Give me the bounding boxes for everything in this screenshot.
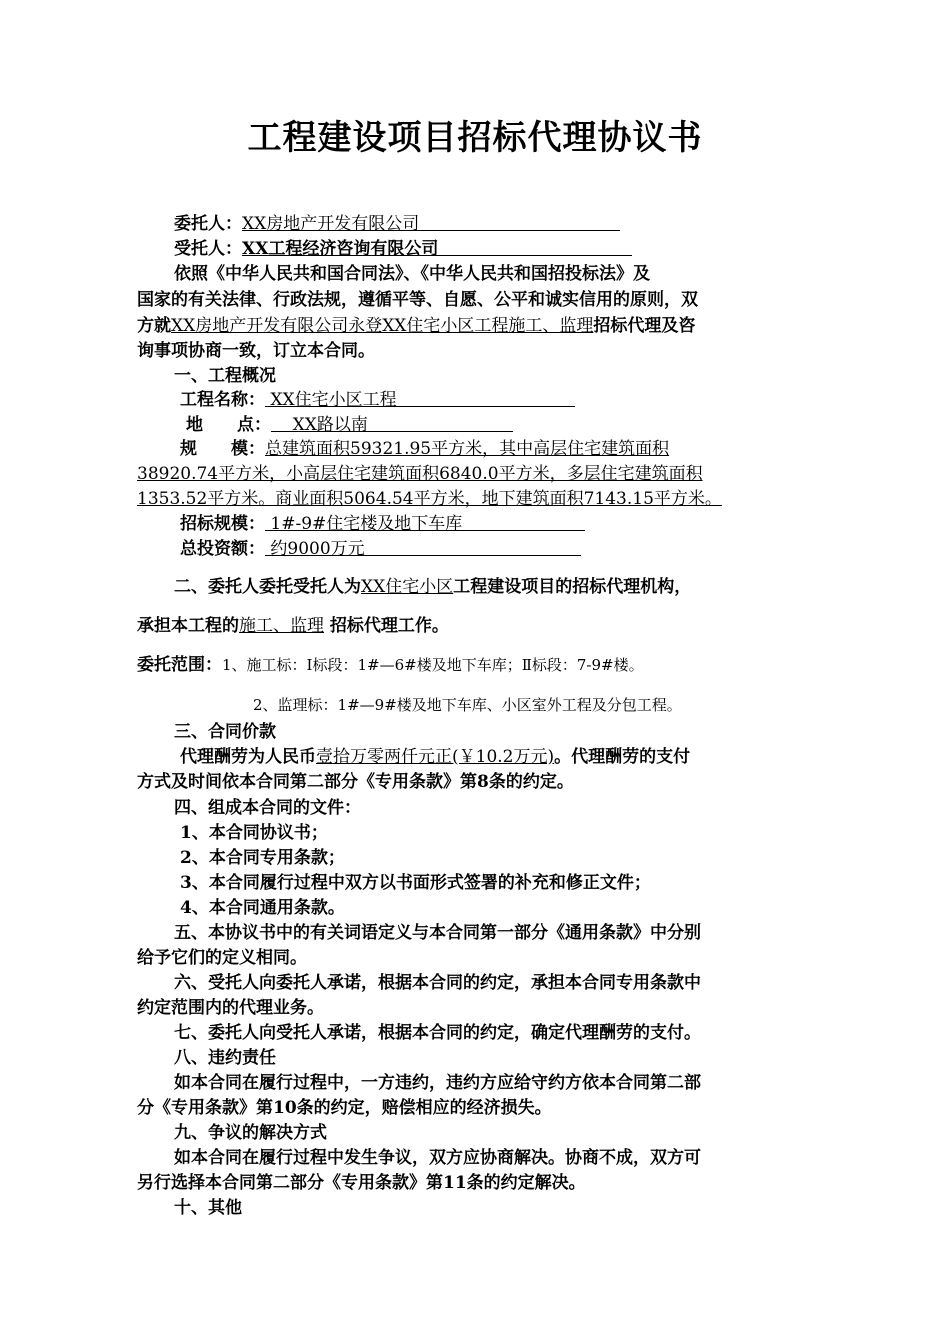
investment-label: 总投资额： bbox=[180, 539, 265, 559]
section-2-text-d: 承担本工程的 bbox=[137, 616, 239, 636]
client-label: 委托人： bbox=[174, 214, 242, 234]
document-title: 工程建设项目招标代理协议书 bbox=[247, 118, 703, 158]
project-name-line bbox=[180, 388, 575, 412]
section-3-heading: 三、合同价款 bbox=[174, 722, 276, 742]
section-5-line-2: 给予它们的定义相同。 bbox=[137, 948, 307, 968]
section-7-line-1: 七、委托人向受托人承诺，根据本合同的约定，确定代理酬劳的支付。 bbox=[174, 1023, 701, 1043]
section-9-line-1: 如本合同在履行过程中发生争议，双方应协商解决。协商不成，双方可 bbox=[174, 1148, 701, 1168]
fee-text-c: 。代理酬劳的支付 bbox=[554, 747, 691, 767]
client-value: XX房地产开发有限公司 bbox=[242, 214, 420, 234]
project-scope-text: XX房地产开发有限公司永登XX住宅小区工程施工、监理 bbox=[171, 316, 594, 336]
section-6-line-2: 约定范围内的代理业务。 bbox=[137, 998, 324, 1018]
investment-line bbox=[180, 537, 581, 561]
location-value: XX路以南 bbox=[292, 415, 368, 435]
agent-value: XX工程经济咨询有限公司 bbox=[242, 239, 439, 259]
scale-text-1: 总建筑面积59321.95平方米，其中高层住宅建筑面积 bbox=[265, 439, 670, 459]
fee-text-a: 代理酬劳为人民币 bbox=[180, 747, 316, 767]
section-4-heading: 四、组成本合同的文件： bbox=[174, 798, 361, 818]
intro-line-2: 国家的有关法律、行政法规，遵循平等、自愿、公平和诚实信用的原则，双 bbox=[137, 290, 698, 310]
section-2-text-a: 二、委托人委托受托人为 bbox=[174, 577, 361, 597]
intro-line-4: 询事项协商一致，订立本合同。 bbox=[137, 341, 375, 361]
agent-line bbox=[174, 237, 632, 261]
bid-scale-value: 1#-9#住宅楼及地下车库 bbox=[270, 514, 463, 534]
section-6-line-1: 六、受托人向委托人承诺，根据本合同的约定，承担本合同专用条款中 bbox=[174, 973, 701, 993]
project-name-value: XX住宅小区工程 bbox=[270, 390, 397, 410]
intro-line-1: 依照《中华人民共和国合同法》、《中华人民共和国招投标法》及 bbox=[174, 264, 650, 284]
section-5-line-1: 五、本协议书中的有关词语定义与本合同第一部分《通用条款》中分别 bbox=[174, 923, 701, 943]
section-9-line-2: 另行选择本合同第二部分《专用条款》第11条的约定解决。 bbox=[137, 1173, 586, 1193]
section-9-heading: 九、争议的解决方式 bbox=[174, 1123, 327, 1143]
scope-line-1 bbox=[137, 653, 644, 677]
scale-label: 规 模： bbox=[180, 439, 265, 459]
bid-scale-line bbox=[180, 512, 585, 536]
document-item-1: 1、本合同协议书； bbox=[180, 823, 328, 843]
intro-line-3 bbox=[137, 314, 695, 338]
section-2-line-2 bbox=[137, 614, 449, 638]
section-10-heading: 十、其他 bbox=[174, 1198, 242, 1218]
section-2-project: XX住宅小区 bbox=[361, 577, 454, 597]
scope-label: 委托范围： bbox=[137, 655, 222, 675]
scale-line-1 bbox=[180, 437, 669, 461]
bid-scale-label: 招标规模： bbox=[180, 514, 265, 534]
section-8-line-2: 分《专用条款》第10条的约定，赔偿相应的经济损失。 bbox=[137, 1098, 552, 1118]
fee-amount: 壹拾万零两仟元正(￥10.2万元) bbox=[316, 747, 555, 767]
document-item-2: 2、本合同专用条款； bbox=[180, 848, 345, 868]
agent-label: 受托人： bbox=[174, 239, 242, 259]
section-2-work-type: 施工、监理 bbox=[239, 616, 324, 636]
section-2-text-c: 工程建设项目的招标代理机构， bbox=[453, 577, 692, 597]
fee-line-2: 方式及时间依本合同第二部分《专用条款》第8条的约定。 bbox=[137, 772, 574, 792]
project-name-label: 工程名称： bbox=[180, 390, 265, 410]
document-item-4: 4、本合同通用条款。 bbox=[180, 898, 345, 918]
intro-line-3-suffix: 招标代理及咨 bbox=[593, 316, 696, 336]
fee-line-1 bbox=[180, 745, 690, 769]
location-label: 地 点： bbox=[186, 415, 271, 435]
client-line bbox=[174, 212, 620, 236]
scope-item-2: 2、监理标：1#—9#楼及地下车库、小区室外工程及分包工程。 bbox=[253, 696, 682, 714]
section-8-line-1: 如本合同在履行过程中，一方违约，违约方应给守约方依本合同第二部 bbox=[174, 1073, 701, 1093]
scale-text-3: 1353.52平方米。商业面积5064.54平方米，地下建筑面积7143.15平方米。 bbox=[137, 489, 722, 509]
scale-text-2: 38920.74平方米，小高层住宅建筑面积6840.0平方米，多层住宅建筑面积 bbox=[137, 464, 703, 484]
section-2-text-e: 招标代理工作。 bbox=[329, 616, 449, 636]
section-2-line-1 bbox=[174, 575, 691, 599]
intro-line-3-prefix: 方就 bbox=[137, 316, 171, 336]
section-8-heading: 八、违约责任 bbox=[174, 1048, 276, 1068]
investment-value: 约9000万元 bbox=[270, 539, 365, 559]
scope-item-1: 1、施工标：Ⅰ标段：1#—6#楼及地下车库；Ⅱ标段：7-9#楼。 bbox=[222, 656, 644, 674]
document-item-3: 3、本合同履行过程中双方以书面形式签署的补充和修正文件； bbox=[180, 873, 651, 893]
section-1-heading: 一、工程概况 bbox=[174, 366, 276, 386]
location-line bbox=[186, 413, 513, 437]
